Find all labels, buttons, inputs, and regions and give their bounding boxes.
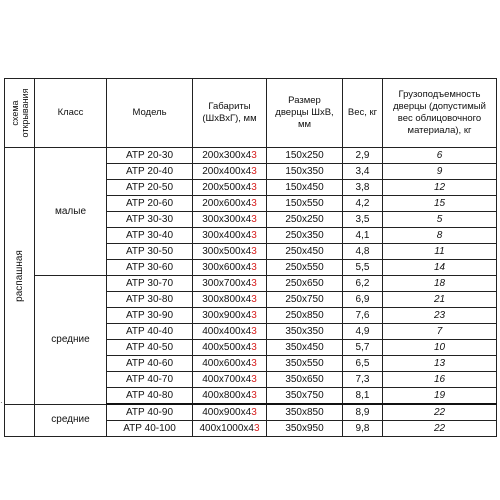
door-cell: 350x950 — [267, 421, 343, 437]
dims-cell — [193, 276, 267, 292]
weight-cell: 3,8 — [343, 180, 383, 196]
weight-cell: 8,9 — [343, 404, 383, 421]
dims-cell — [193, 308, 267, 324]
model-cell: АТР 30-40 — [107, 228, 193, 244]
dims-cell — [193, 340, 267, 356]
model-cell: АТР 30-30 — [107, 212, 193, 228]
dims-depth-red: 3 — [251, 261, 257, 273]
weight-cell: 4,2 — [343, 196, 383, 212]
load-cell: 12 — [383, 180, 497, 196]
dims-depth-red: 3 — [251, 181, 257, 193]
door-cell: 250x550 — [267, 260, 343, 276]
door-cell: 150x350 — [267, 164, 343, 180]
load-cell: 19 — [383, 388, 497, 405]
dims-depth-red: 3 — [251, 325, 257, 337]
door-cell: 350x350 — [267, 324, 343, 340]
dims-depth-red: 3 — [251, 149, 257, 161]
dims-cell — [193, 356, 267, 372]
door-cell: 350x650 — [267, 372, 343, 388]
door-cell: 350x450 — [267, 340, 343, 356]
dims-cell — [193, 292, 267, 308]
dims-value: 200x300x4 — [202, 149, 252, 161]
dims-value: 200x600x4 — [202, 197, 252, 209]
header-scheme: схема открывания — [5, 79, 35, 148]
weight-cell: 4,8 — [343, 244, 383, 260]
weight-cell: 6,2 — [343, 276, 383, 292]
model-cell: АТР 20-30 — [107, 148, 193, 164]
load-cell: 22 — [383, 421, 497, 437]
dims-value: 400x700x4 — [202, 373, 252, 385]
dims-depth-red: 3 — [251, 165, 257, 177]
weight-cell: 2,9 — [343, 148, 383, 164]
load-cell: 5 — [383, 212, 497, 228]
dims-value: 200x400x4 — [202, 165, 252, 177]
load-cell: 14 — [383, 260, 497, 276]
model-cell: АТР 40-90 — [107, 404, 193, 421]
dims-depth-red: 3 — [251, 341, 257, 353]
dims-value: 400x900x4 — [202, 406, 252, 418]
model-cell: АТР 40-40 — [107, 324, 193, 340]
weight-cell: 8,1 — [343, 388, 383, 405]
header-model: Модель — [107, 79, 193, 148]
load-cell: 15 — [383, 196, 497, 212]
load-cell: 21 — [383, 292, 497, 308]
margin-mark: · — [0, 398, 3, 407]
dims-value: 400x500x4 — [202, 341, 252, 353]
door-cell: 350x750 — [267, 388, 343, 405]
weight-cell: 5,5 — [343, 260, 383, 276]
door-cell: 350x850 — [267, 404, 343, 421]
scheme-cell-empty — [5, 404, 35, 437]
header-row — [5, 79, 497, 148]
dims-value: 300x900x4 — [202, 309, 252, 321]
dims-cell — [193, 212, 267, 228]
dims-depth-red: 3 — [251, 389, 257, 401]
door-cell: 250x350 — [267, 228, 343, 244]
dims-depth-red: 3 — [251, 197, 257, 209]
dims-cell — [193, 244, 267, 260]
dims-depth-red: 3 — [251, 213, 257, 225]
model-cell: АТР 30-90 — [107, 308, 193, 324]
dims-depth-red: 3 — [251, 406, 257, 418]
header-load: Грузоподъемность дверцы (допустимый вес облицовочного материала), кг — [383, 79, 497, 148]
model-cell: АТР 40-70 — [107, 372, 193, 388]
weight-cell: 3,5 — [343, 212, 383, 228]
class-cell-medium: средние — [35, 276, 107, 405]
door-cell: 150x550 — [267, 196, 343, 212]
dims-value: 300x300x4 — [202, 213, 252, 225]
dims-value: 400x800x4 — [202, 389, 252, 401]
dims-value: 300x700x4 — [202, 277, 252, 289]
model-cell: АТР 20-60 — [107, 196, 193, 212]
model-cell: АТР 30-50 — [107, 244, 193, 260]
dims-cell — [193, 196, 267, 212]
dims-depth-red: 3 — [251, 293, 257, 305]
load-cell: 11 — [383, 244, 497, 260]
load-cell: 18 — [383, 276, 497, 292]
dims-cell — [193, 180, 267, 196]
dims-value: 300x600x4 — [202, 261, 252, 273]
header-weight: Вес, кг — [343, 79, 383, 148]
load-cell: 13 — [383, 356, 497, 372]
class-cell-small: малые — [35, 148, 107, 276]
class-cell-medium-2: средние — [35, 404, 107, 437]
dims-value: 400x400x4 — [202, 325, 252, 337]
table-row — [5, 148, 497, 164]
dims-cell — [193, 372, 267, 388]
weight-cell: 3,4 — [343, 164, 383, 180]
load-cell: 23 — [383, 308, 497, 324]
weight-cell: 6,9 — [343, 292, 383, 308]
dims-depth-red: 3 — [253, 422, 260, 434]
dims-depth-red: 3 — [251, 373, 257, 385]
dims-depth-red: 3 — [251, 357, 257, 369]
model-cell: АТР 40-100 — [107, 421, 193, 437]
door-cell: 150x250 — [267, 148, 343, 164]
header-dims: Габариты (ШхВхГ), мм — [193, 79, 267, 148]
weight-cell: 5,7 — [343, 340, 383, 356]
dims-cell — [193, 404, 267, 421]
model-cell: АТР 30-70 — [107, 276, 193, 292]
dims-cell — [193, 228, 267, 244]
table-row — [5, 276, 497, 292]
load-cell: 9 — [383, 164, 497, 180]
door-cell: 250x650 — [267, 276, 343, 292]
weight-cell: 7,3 — [343, 372, 383, 388]
scheme-cell — [5, 148, 35, 405]
door-cell: 150x450 — [267, 180, 343, 196]
door-cell: 250x750 — [267, 292, 343, 308]
dims-cell — [193, 164, 267, 180]
weight-cell: 7,6 — [343, 308, 383, 324]
dims-depth-red: 3 — [251, 229, 257, 241]
dims-depth-red: 3 — [251, 245, 257, 257]
dims-depth-red: 3 — [251, 309, 257, 321]
scheme-label: распашная — [13, 249, 25, 302]
table-body — [5, 148, 497, 437]
door-cell: 250x450 — [267, 244, 343, 260]
dims-cell — [193, 388, 267, 405]
model-cell: АТР 40-80 — [107, 388, 193, 405]
model-cell: АТР 40-60 — [107, 356, 193, 372]
load-cell: 7 — [383, 324, 497, 340]
model-cell: АТР 40-50 — [107, 340, 193, 356]
dims-value: 300x500x4 — [202, 245, 252, 257]
table-row — [5, 404, 497, 421]
model-cell: АТР 30-60 — [107, 260, 193, 276]
model-cell: АТР 20-40 — [107, 164, 193, 180]
weight-cell: 4,9 — [343, 324, 383, 340]
dims-cell — [193, 260, 267, 276]
door-cell: 250x850 — [267, 308, 343, 324]
dims-cell — [193, 324, 267, 340]
load-cell: 10 — [383, 340, 497, 356]
door-cell: 350x550 — [267, 356, 343, 372]
header-class: Класс — [35, 79, 107, 148]
model-cell: АТР 30-80 — [107, 292, 193, 308]
header-door: Размер дверцы ШхВ, мм — [267, 79, 343, 148]
dims-value: 400x1000x4 — [199, 422, 254, 434]
load-cell: 16 — [383, 372, 497, 388]
dims-value: 300x400x4 — [202, 229, 252, 241]
load-cell: 22 — [383, 404, 497, 421]
dims-cell — [193, 421, 267, 437]
weight-cell: 6,5 — [343, 356, 383, 372]
dims-value: 300x800x4 — [202, 293, 252, 305]
door-cell: 250x250 — [267, 212, 343, 228]
dims-value: 200x500x4 — [202, 181, 252, 193]
load-cell: 6 — [383, 148, 497, 164]
dims-depth-red: 3 — [251, 277, 257, 289]
load-cell: 8 — [383, 228, 497, 244]
weight-cell: 4,1 — [343, 228, 383, 244]
model-cell: АТР 20-50 — [107, 180, 193, 196]
dims-value: 400x600x4 — [202, 357, 252, 369]
specs-table — [4, 78, 497, 437]
dims-cell — [193, 148, 267, 164]
weight-cell: 9,8 — [343, 421, 383, 437]
